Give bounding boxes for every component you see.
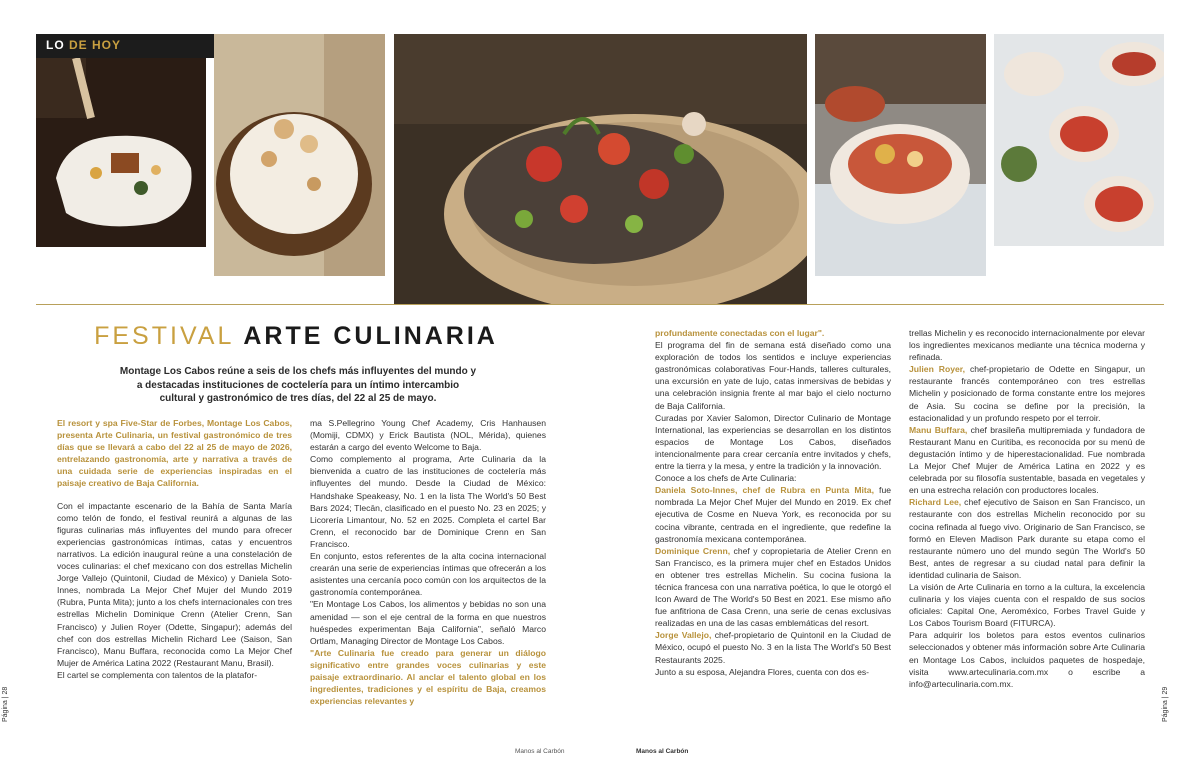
section-suffix: DE HOY <box>69 38 122 52</box>
chef-entry <box>909 424 1145 497</box>
chef-entry <box>909 363 1145 423</box>
section-prefix: LO <box>46 38 65 52</box>
chef-name: Manu Buffara, <box>909 424 968 435</box>
title-part1: FESTIVAL <box>94 322 234 350</box>
chef-entry <box>655 629 891 665</box>
pull-quote-end: profundamente conectadas con el lugar". <box>655 328 825 338</box>
photo-coconut-dessert <box>214 34 385 276</box>
photo-oysters-ice <box>994 34 1164 246</box>
chef-name: Jorge Vallejo, <box>655 630 712 641</box>
article-title <box>40 322 552 351</box>
chef-entry <box>655 545 891 630</box>
chef-bio: chef brasileña multipremiada y fundadora de Restaurant Manu en Curitiba, es reconocida por su menú de degustación íntimo y de hiperestacionalidad. Fue nombrada La Mejor Chef Mujer de América Latina en 2022 y es celebrada por su filosofía sustentable, basada en vegetales y en una estrecha relación con productores locales. <box>909 424 1146 496</box>
title-part2: ARTE CULINARIA <box>243 322 498 350</box>
column-1 <box>57 417 292 681</box>
paragraph: En conjunto, estos referentes de la alta cocina internacional crearán una serie de experiencias íntimas que ofrecerán a los asistentes una cercanía poco común con los arquitectos de la gastronomía contemporánea. <box>310 551 546 598</box>
chef-bio: chef-propietario de Odette en Singapur, un restaurante francés contemporáneo con tres estrellas Michelin y posicionado de forma constante entre los mejores de Asia. Su cocina se define por la precisión, la estacionalidad y un profundo respeto por el terroir. <box>909 364 1146 423</box>
footer-right-label: Manos al Carbón <box>636 748 689 755</box>
chef-bio: chef ejecutivo de Saison en San Francisco, un restaurante con dos estrellas Michelin reconocido por su cocina refinada al fuego vivo. Originario de San Francisco, se formó en Eleven Madison Park durante su etapa como el restaurante número uno del mundo según The World's 50 Best, antes de regresar a su ciudad natal para definir la identidad culinaria de Saison. <box>909 497 1145 580</box>
page-number-left: Página | 28 <box>2 686 9 722</box>
lead-paragraph: El resort y spa Five-Star de Forbes, Montage Los Cabos, presenta Arte Culinaria, un festival gastronómico de tres días que se llevará a cabo del 22 al 25 de mayo de 2026, entrelazando gastronomía, arte y narrativa a través de una cuidada serie de experiencias inspiradas en el paisaje creativo de Baja California. <box>57 418 292 489</box>
footer-left: Manos al Carbón <box>515 748 565 755</box>
paragraph: Como complemento al programa, Arte Culinaria da la bienvenida a cuatro de las instituciones de coctelería más influyentes del mundo. Desde la Ciudad de México: Handshake Speakeasy, No. 1 en la lista The World's 50 Best Bars 2024; Tlecān, clasificado en el puesto No. 23 en 2025; y Licorería Limantour, No. 52 en 2025. Completa el cartel Bar Crenn, el reconocido bar de Dominique Crenn en San Francisco. <box>310 454 546 549</box>
page-number-right: Página | 29 <box>1162 686 1169 722</box>
paragraph: Con el impactante escenario de la Bahía de Santa María como telón de fondo, el festival reunirá a algunas de las figuras culinarias más influyentes del mundo para ofrecer experiencias gastronómicas íntimas, catas y encuentros narrativos. La edición inaugural reúne a una constelación de voces culinarias: el chef mexicano con dos estrellas Michelin Jorge Vallejo (Quintonil, Ciudad de México) y Daniela Soto-Innes, nombrada La Mejor Chef Mujer del Mundo 2019 (Rubra, Punta Mita); junto a los chefs internacionales con tres estrellas Michelin Dominique Crenn (Atelier Crenn, San Francisco) y Julien Royer (Odette, Singapur); además del chef con dos estrellas Michelin Richard Lee (Saison, San Francisco), Manu Buffara, reconocida como La Mejor Chef Mujer de América Latina 2022 (Restaurant Manu, Brasil). <box>57 500 293 668</box>
divider-rule <box>36 304 1164 305</box>
chef-bio: fue nombrada La Mejor Chef Mujer del Mundo en 2019. Ex chef ejecutiva de Cosme en Nueva York, es reconocida por su cocina vibrante, centrada en el ingrediente, que redefine la gastronomía mexicana contemporánea. <box>655 485 892 544</box>
chef-entry <box>655 484 891 544</box>
chef-bio: chef y copropietaria de Atelier Crenn en San Francisco, es la primera mujer chef en Estados Unidos en obtener tres estrellas Michelin. Su cocina fusiona la técnica francesa con una narrativa poética, lo que le otorgó el Icon Award de The World's 50 Best en 2021. Ese mismo año fue anfitriona de Casa Crenn, una serie de cenas exclusivas realizadas en una de las casas emblemáticas del resort. <box>655 545 891 629</box>
chef-name: Dominique Crenn, <box>655 545 731 556</box>
chef-entry <box>909 496 1145 581</box>
paragraph: Curadas por Xavier Salomon, Director Culinario de Montage International, las experiencias se desarrollan en los distintos espacios de Montage Los Cabos, diseñados intencionalmente para crear cercanía entre invitados y chefs, entre la tierra y la mesa, y entre la tradición y la innovación. <box>655 412 891 472</box>
article-deck: Montage Los Cabos reúne a seis de los chefs más influyentes del mundo y a destacadas instituciones de coctelería para un íntimo intercambio cultural y gastronómico de tres días, del 22 al 25 de mayo. <box>119 366 477 404</box>
photo-tostada-hero <box>394 34 807 304</box>
footer-right <box>636 748 688 755</box>
paragraph: Para adquirir los boletos para estos eventos culinarios seleccionados y obtener más información sobre Arte Culinaria en Montage Los Cabos, incluidos paquetes de hospedaje, visita www.arteculinaria.com.mx o escribe a info@arteculinaria.com.mx. <box>909 630 1145 689</box>
paragraph: La visión de Arte Culinaria en torno a la cultura, la excelencia culinaria y los viajes cuenta con el respaldo de sus socios oficiales: Capital One, Aeroméxico, Forbes Travel Guide y Los Cabos Tourism Board (FITURCA). <box>909 581 1145 629</box>
chef-name: Richard Lee, <box>909 497 962 508</box>
column-4 <box>909 327 1145 690</box>
paragraph: ma S.Pellegrino Young Chef Academy, Cris Hanhausen (Momiji, CDMX) y Erick Bautista (NOL, Mérida), quienes estarán a cargo del evento Welcome to Baja. <box>310 418 546 453</box>
chef-name: Julien Royer, <box>909 364 966 375</box>
paragraph: El cartel se complementa con talentos de la platafor- <box>57 669 258 680</box>
paragraph: "En Montage Los Cabos, los alimentos y bebidas no son una amenidad — son el eje central de la forma en que nuestros huéspedes experimentan Baja California", señaló Marco Ortlam, Managing Director de Montage Los Cabos. <box>310 599 546 646</box>
pull-quote: "Arte Culinaria fue creado para generar un diálogo significativo entre grandes voces culinarias y este paisaje extraordinario. Al anclar el talento global en los ingredientes, tradiciones y el espíritu de Baja, creamos experiencias relevantes y <box>310 647 546 707</box>
column-2 <box>310 417 546 707</box>
paragraph: Conoce a los chefs de Arte Culinaria: <box>655 473 797 484</box>
chef-bio: chef-propietario de Quintonil en la Ciudad de México, ocupó el puesto No. 3 en la lista The World's 50 Best Restaurants 2025. <box>655 630 892 665</box>
paragraph: El programa del fin de semana está diseñado como una exploración de todos los sentidos e incluye experiencias gastronómicas colaborativas Four-Hands, talleres culturales, una excursión en yate de lujo, catas inmersivas de bebidas y una celebración insignia frente al mar bajo el cielo nocturno de Baja California. <box>655 340 891 411</box>
chef-name: Daniela Soto-Innes, chef de Rubra en Punta Mita, <box>655 485 874 496</box>
photo-shellfish-bowl <box>815 34 986 276</box>
paragraph: trellas Michelin y es reconocido internacionalmente por elevar los ingredientes mexicanos mediante una técnica moderna y refinada. <box>909 328 1145 363</box>
column-3 <box>655 327 891 678</box>
section-tag <box>36 34 226 58</box>
photo-plated-dish <box>36 58 206 247</box>
paragraph: Junto a su esposa, Alejandra Flores, cuenta con dos es- <box>655 666 870 677</box>
